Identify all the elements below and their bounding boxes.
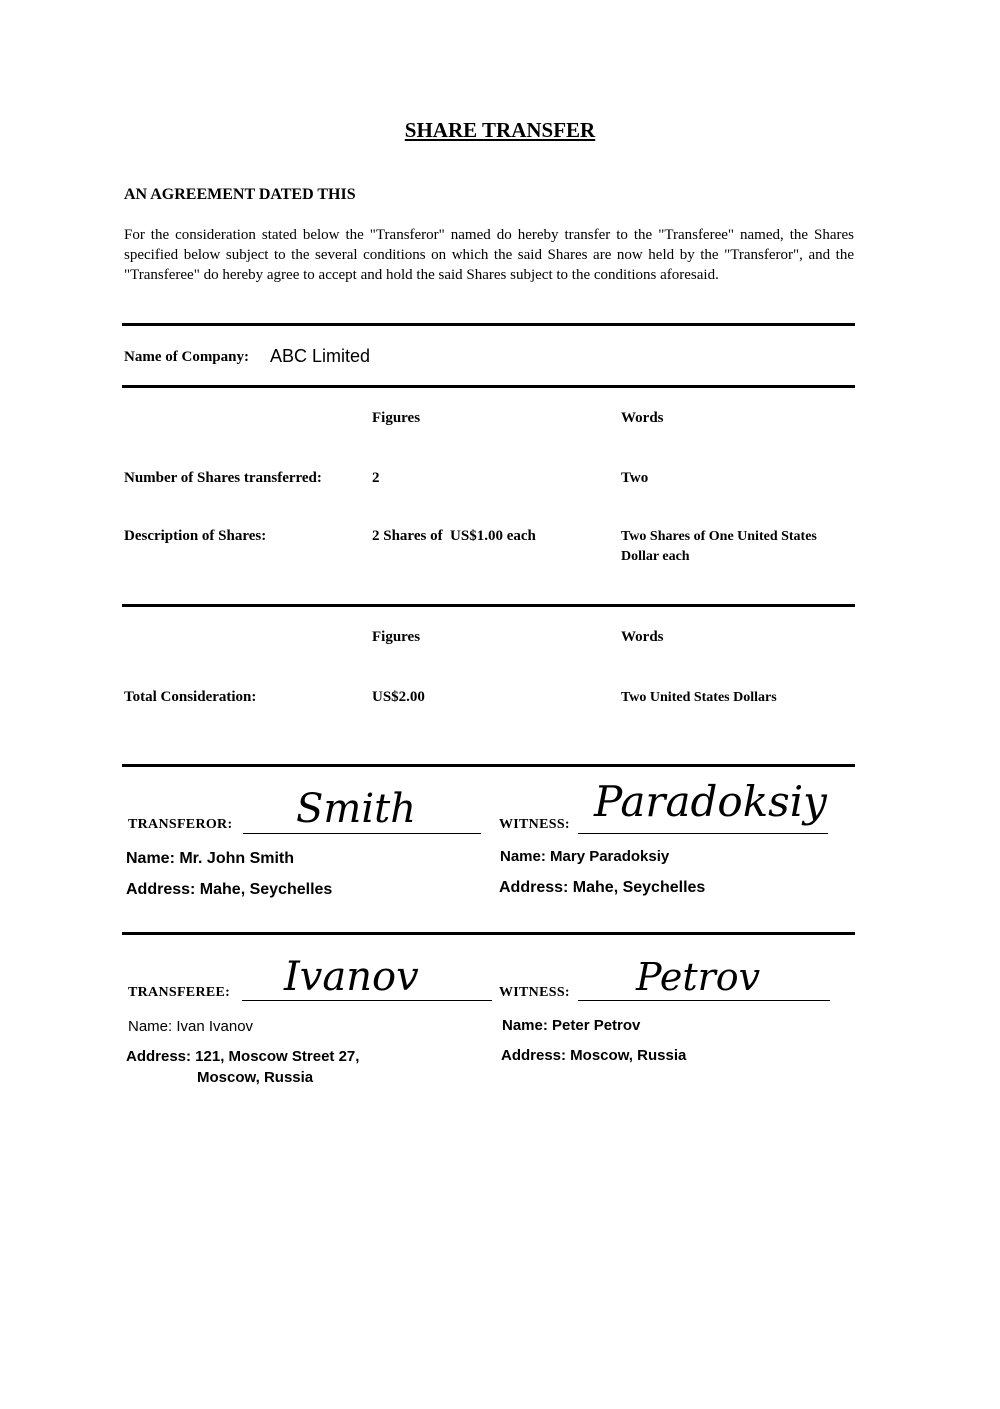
figures-column-header: Figures	[372, 410, 421, 426]
words-column-header: Words	[621, 410, 664, 426]
agreement-heading: AN AGREEMENT DATED THIS	[124, 186, 356, 203]
shares-description-label: Description of Shares:	[124, 528, 267, 544]
address-line: Address: Mahe, Seychelles	[499, 879, 706, 896]
address-line: Address: Mahe, Seychelles	[126, 881, 333, 898]
address-line: Address: 121, Moscow Street 27,	[126, 1048, 360, 1065]
witness-address	[501, 1045, 686, 1066]
witness-signature-line	[578, 833, 828, 834]
shares-count-figures: 2	[372, 470, 380, 486]
witness-label: WITNESS:	[499, 817, 570, 832]
company-label: Name of Company:	[124, 349, 249, 365]
transferor-name: Name: Mr. John Smith	[126, 850, 295, 867]
company-name: ABC Limited	[270, 346, 371, 366]
shares-description-figures: 2 Shares of US$1.00 each	[372, 528, 536, 544]
divider	[122, 932, 855, 935]
intro-paragraph: For the consideration stated below the "Transferor" named do hereby transfer to the "Transferee" named, the Shares specified below subject to the several conditions on which the said Shares are now held by the "Transferor", and the "Transferee" do hereby agree to accept and hold the said Shares subject to the conditions aforesaid.	[124, 227, 854, 283]
consideration-label: Total Consideration:	[124, 689, 257, 705]
transferor-label: TRANSFEROR:	[128, 817, 233, 832]
address-line: Moscow, Russia	[197, 1069, 314, 1086]
witness-label: WITNESS:	[499, 985, 570, 1000]
transferee-label: TRANSFEREE:	[128, 985, 231, 1000]
consideration-figures: US$2.00	[372, 689, 425, 705]
transferor-address	[126, 879, 332, 900]
divider	[122, 764, 855, 767]
transferee-address	[126, 1046, 359, 1088]
witness-name: Name: Mary Paradoksiy	[500, 848, 670, 865]
divider	[122, 323, 855, 326]
shares-description-words: Two Shares of One United States Dollar each	[621, 529, 817, 564]
transferee-name: Name: Ivan Ivanov	[128, 1018, 254, 1035]
figures-column-header: Figures	[372, 629, 421, 645]
transferor-signature-line	[243, 833, 481, 834]
divider	[122, 604, 855, 607]
witness-signature-line	[578, 1000, 830, 1001]
shares-count-label: Number of Shares transferred:	[124, 470, 322, 486]
divider	[122, 385, 855, 388]
shares-count-words: Two	[621, 470, 649, 486]
transferor-signature: Smith	[296, 786, 416, 832]
document-title: SHARE TRANSFER	[404, 118, 596, 142]
witness-signature: Petrov	[636, 955, 761, 999]
witness-signature: Paradoksiy	[594, 777, 827, 826]
address-line: Address: Moscow, Russia	[501, 1047, 687, 1064]
witness-address	[499, 877, 705, 898]
consideration-words: Two United States Dollars	[621, 690, 777, 705]
words-column-header: Words	[621, 629, 664, 645]
transferee-signature: Ivanov	[284, 954, 419, 1000]
witness-name: Name: Peter Petrov	[502, 1017, 641, 1034]
transferee-signature-line	[242, 1000, 492, 1001]
